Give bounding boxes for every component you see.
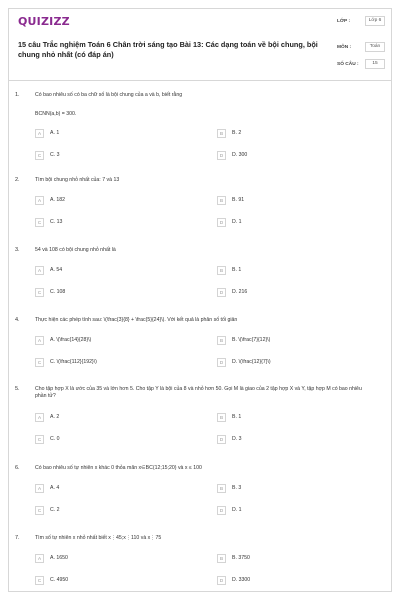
option-text: C. 3 [50,152,60,158]
question-number: 3. [15,247,20,253]
option-text: B. 1 [232,414,242,420]
option-text: C. 4950 [50,577,69,583]
option-letter-badge: D [217,218,226,227]
subject-value: Toán [365,42,385,52]
option-text: D. 216 [232,289,248,295]
option-text: A. 1650 [50,555,68,561]
option-letter-badge: B [217,266,226,275]
option-letter-badge: B [217,129,226,138]
option-letter-badge: D [217,435,226,444]
option-text: B. 1 [232,267,242,273]
question-text: Tìm bội chung nhỏ nhất của: 7 và 13 [35,177,120,183]
option-letter-badge: A [35,196,44,205]
question-number: 1. [15,92,20,98]
option-letter-badge: D [217,506,226,515]
question-text: 54 và 108 có bội chung nhỏ nhất là [35,247,116,253]
option-letter-badge: C [35,435,44,444]
count-value: 15 [365,59,385,69]
subject-label: MÔN : [337,45,352,50]
option-letter-badge: C [35,288,44,297]
class-value: Lớp 6 [365,16,385,26]
option-letter-badge: B [217,196,226,205]
option-text: B. 3 [232,485,242,491]
option-letter-badge: D [217,576,226,585]
option-text: D. \(\frac{12}{7}\) [232,359,271,365]
question-text: Có bao nhiêu số có ba chữ số là bội chung của a và b, biết rằng [35,92,183,98]
worksheet-header [9,9,391,81]
option-text: D. 1 [232,219,242,225]
option-letter-badge: C [35,151,44,160]
question-number: 7. [15,535,20,541]
option-letter-badge: C [35,506,44,515]
option-text: B. 91 [232,197,245,203]
option-letter-badge: B [217,336,226,345]
question-text: Tìm số tự nhiên x nhỏ nhất biết x⋮45;x⋮110 và x⋮75 [35,535,162,541]
option-text: C. 13 [50,219,63,225]
question-number: 4. [15,317,20,323]
option-letter-badge: B [217,484,226,493]
quizizz-logo: QUIZIZZ [18,15,70,28]
option-letter-badge: A [35,129,44,138]
question-text: Có bao nhiêu số tự nhiên x khác 0 thỏa mãn x∈BC(12;15;20) và x ≤ 100 [35,465,202,471]
option-text: A. 4 [50,485,60,491]
option-letter-badge: D [217,288,226,297]
question-number: 2. [15,177,20,183]
option-text: A. 1 [50,130,60,136]
option-letter-badge: A [35,266,44,275]
question-text: Cho tập hợp X là ước của 35 và lớn hơn 5. Cho tập Y là bội của 8 và nhỏ hơn 50. Gọi M là giao của 2 tập hợp X và Y, tập hợp M có bao nhiêu phần tử? [35,386,362,399]
option-text: C. 108 [50,289,66,295]
option-text: A. \(\frac{14}{28}\) [50,337,92,343]
option-text: D. 3 [232,436,242,442]
option-letter-badge: C [35,358,44,367]
option-text: D. 3300 [232,577,251,583]
option-text: C. 0 [50,436,60,442]
question-number: 5. [15,386,20,392]
worksheet-title: 15 câu Trắc nghiệm Toán 6 Chân trời sáng tạo Bài 13: Các dạng toán về bội chung, bội chung nhỏ nhất (có đáp án) [18,40,318,59]
option-text: B. \(\frac{7}{12}\) [232,337,271,343]
option-letter-badge: A [35,484,44,493]
option-text: B. 2 [232,130,242,136]
option-text: D. 1 [232,507,242,513]
question-extra-text: BCNN(a,b) = 300. [35,111,77,117]
option-text: D. 300 [232,152,248,158]
question-number: 6. [15,465,20,471]
option-letter-badge: D [217,151,226,160]
option-text: B. 3750 [232,555,250,561]
count-label: SỐ CÂU : [337,62,359,67]
question-text: Thực hiện các phép tính sau: \(\frac{3}{8} + \frac{5}{24}\). Với kết quả là phân số tối giản [35,317,238,323]
worksheet-page [8,8,392,592]
option-text: C. \(\frac{112}{192}\) [50,359,97,365]
option-text: A. 2 [50,414,60,420]
option-text: A. 182 [50,197,65,203]
option-letter-badge: C [35,576,44,585]
option-text: C. 2 [50,507,60,513]
option-letter-badge: C [35,218,44,227]
class-label: LỚP : [337,19,351,24]
option-letter-badge: B [217,413,226,422]
option-letter-badge: A [35,554,44,563]
option-letter-badge: B [217,554,226,563]
option-letter-badge: A [35,336,44,345]
option-letter-badge: A [35,413,44,422]
option-text: A. 54 [50,267,63,273]
option-letter-badge: D [217,358,226,367]
